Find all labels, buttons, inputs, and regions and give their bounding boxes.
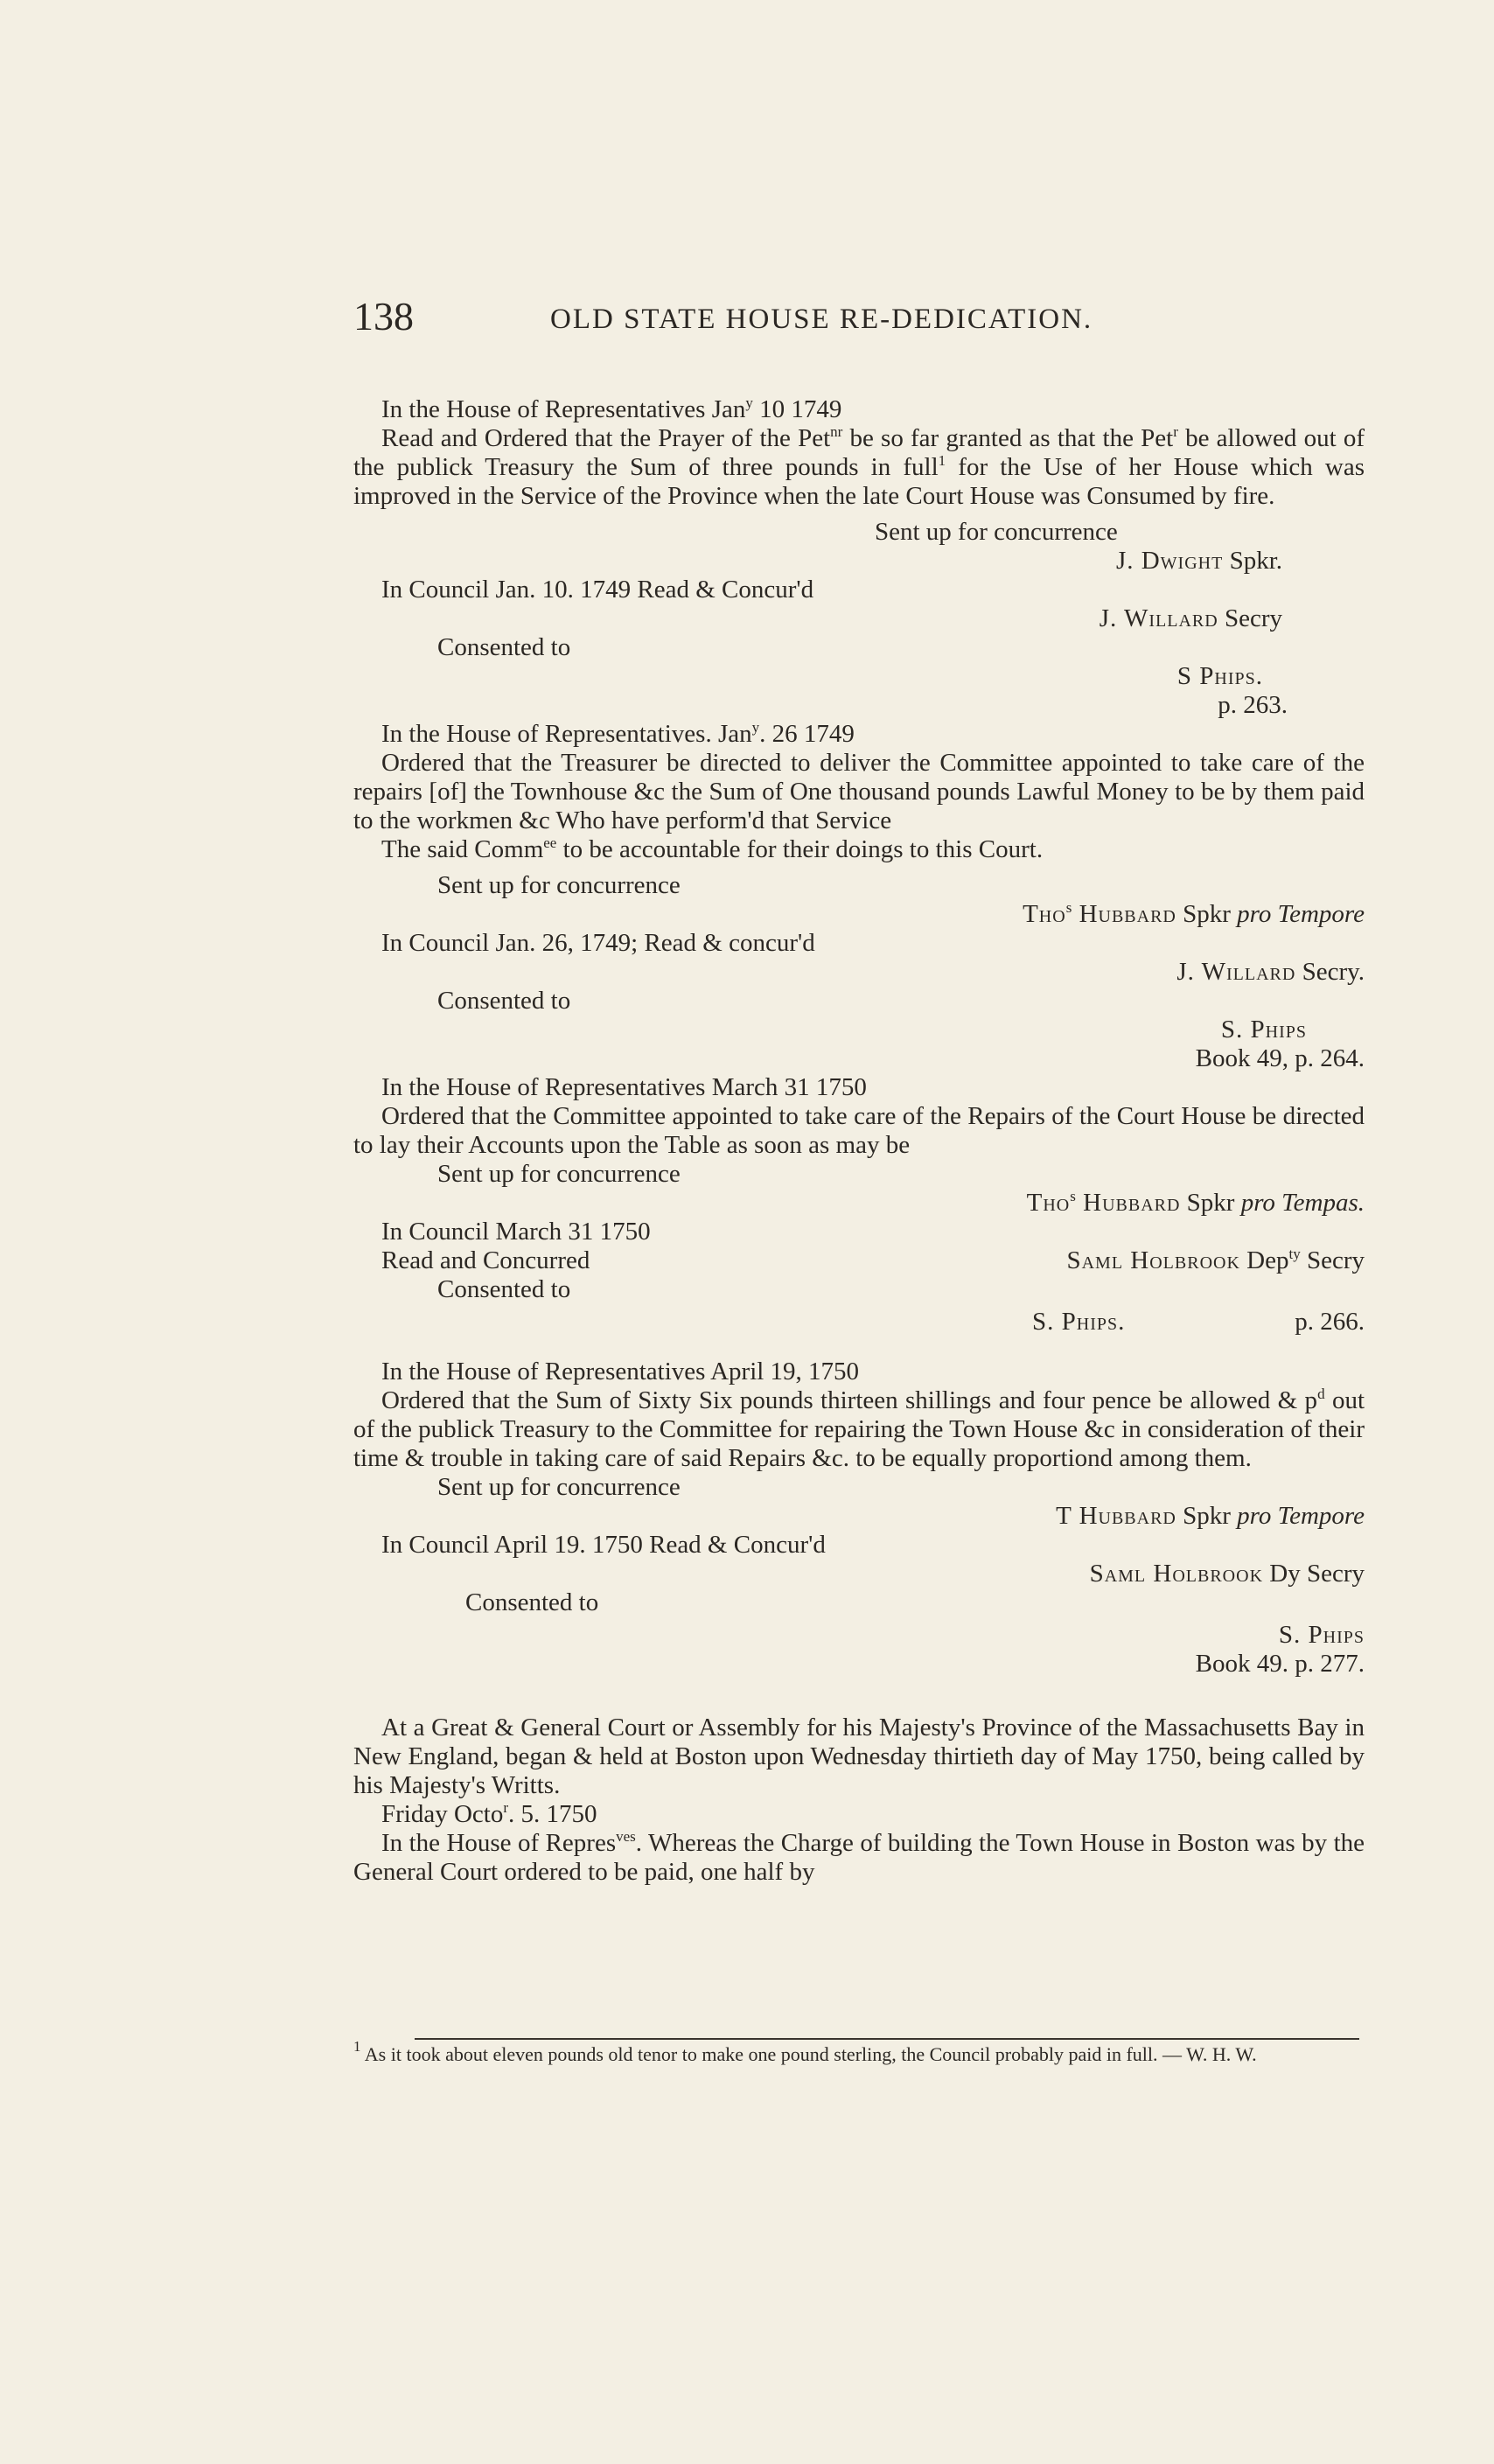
secretary-signature: Saml Holbrook Dep$^{ty}$ Secry [1066, 1246, 1365, 1274]
footnote: $^1$ As it took about eleven pounds old tenor to make one pound sterling, the Council probably paid in full. — W. H. W. [353, 2038, 1257, 2065]
consent-note: Consented to [437, 1275, 571, 1303]
speaker-signature: Tho$^s$ Hubbard Spkr pro Tempore [1023, 899, 1365, 928]
record-entry-5 [353, 1714, 1365, 1887]
sent-up-note: Sent up for concurrence [437, 1473, 681, 1501]
record-entry-2 [353, 720, 1365, 1073]
governor-signature: S. Phips [1220, 1016, 1307, 1044]
page-body [353, 395, 1365, 1887]
entry-heading: In the House of Representatives Jan$^y$ 10 1749 [381, 394, 842, 423]
governor-signature: S. Phips. [1032, 1308, 1126, 1336]
speaker-signature: T Hubbard Spkr pro Tempore [1056, 1502, 1365, 1530]
entry-text: Ordered that the Treasurer be directed to deliver the Committee appointed to take care of the repairs [of] the Townhouse &c the Sum of One thousand pounds Lawful Money to be by them paid to the workmen &c Who have perform'd that Service [353, 749, 1365, 834]
governor-signature: S Phips. [1176, 662, 1263, 690]
read-note: Read and Concurred [381, 1246, 590, 1274]
entry-text-2: In the House of Repres$^{ves}$. Whereas the Charge of building the Town House in Boston was by the General Court ordered to be paid, one half by [353, 1828, 1365, 1886]
record-entry-1 [353, 395, 1365, 720]
sent-up-note: Sent up for concurrence [437, 1160, 681, 1188]
council-note: In Council April 19. 1750 Read & Concur'd [381, 1531, 826, 1559]
footnote-reference: 1 [938, 452, 946, 469]
consent-note: Consented to [437, 987, 571, 1015]
footnote-marker: 1 [353, 2038, 361, 2055]
sent-up-note: Sent up for concurrence [437, 871, 681, 899]
entry-date: Friday Octo$^r$. 5. 1750 [381, 1799, 597, 1828]
council-note: In Council Jan. 10. 1749 Read & Concur'd [381, 576, 814, 604]
page-number: 138 [353, 294, 414, 339]
record-entry-3 [353, 1073, 1365, 1337]
footnote-divider [415, 2038, 1359, 2040]
secretary-signature: Saml Holbrook Dy Secry [1089, 1560, 1365, 1588]
entry-heading: In the House of Representatives March 31 1750 [381, 1073, 867, 1101]
running-title: OLD STATE HOUSE RE-DEDICATION. [550, 304, 1093, 335]
governor-signature: S. Phips [1278, 1621, 1365, 1649]
secretary-signature: J. Willard Secry [1099, 604, 1282, 632]
record-entry-4 [353, 1358, 1365, 1679]
secretary-signature: J. Willard Secry. [1176, 958, 1365, 986]
page-reference: Book 49, p. 264. [1195, 1044, 1365, 1072]
page-reference: p. 266. [1295, 1308, 1365, 1336]
consent-note: Consented to [465, 1588, 599, 1616]
entry-heading: In the House of Representatives April 19, 1750 [381, 1358, 860, 1386]
entry-text-2: The said Comm$^{ee}$ to be accountable for their doings to this Court. [381, 834, 1044, 863]
entry-text: At a Great & General Court or Assembly for his Majesty's Province of the Massachusetts Bay in New England, began & held at Boston upon Wednesday thirtieth day of May 1750, being called by his Majesty's Writts. [353, 1714, 1365, 1799]
entry-heading: In the House of Representatives. Jan$^y$. 26 1749 [381, 719, 855, 748]
entry-text: Ordered that the Committee appointed to take care of the Repairs of the Court House be directed to lay their Accounts upon the Table as soon as may be [353, 1102, 1365, 1159]
speaker-signature: J. Dwight Spkr. [1115, 547, 1282, 575]
entry-text: Read and Ordered that the Prayer of the Pet$^{nr}$ be so far granted as that the Pet$^r$ be allowed out of the publick Treasury the Sum of three pounds in full$^1$ for the Use of her House which was improved in the Service of the Province when the late Court House was Consumed by fire. [353, 423, 1365, 510]
page-header [353, 293, 1333, 346]
council-note: In Council Jan. 26, 1749; Read & concur'd [381, 929, 815, 957]
consent-note: Consented to [437, 633, 571, 661]
entry-text: Ordered that the Sum of Sixty Six pounds thirteen shillings and four pence be allowed & $p^d$ out of the publick Treasury to the Committee for repairing the Town House &c in consideration of their time & trouble in taking care of said Repairs &c. to be equally proportiond among them. [353, 1386, 1365, 1472]
page-reference: Book 49. p. 277. [1195, 1650, 1365, 1678]
page-reference: p. 263. [1218, 691, 1288, 719]
council-note: In Council March 31 1750 [381, 1218, 651, 1246]
speaker-signature: Tho$^s$ Hubbard Spkr pro Tempas. [1026, 1188, 1365, 1217]
sent-up-note: Sent up for concurrence [875, 518, 1118, 546]
